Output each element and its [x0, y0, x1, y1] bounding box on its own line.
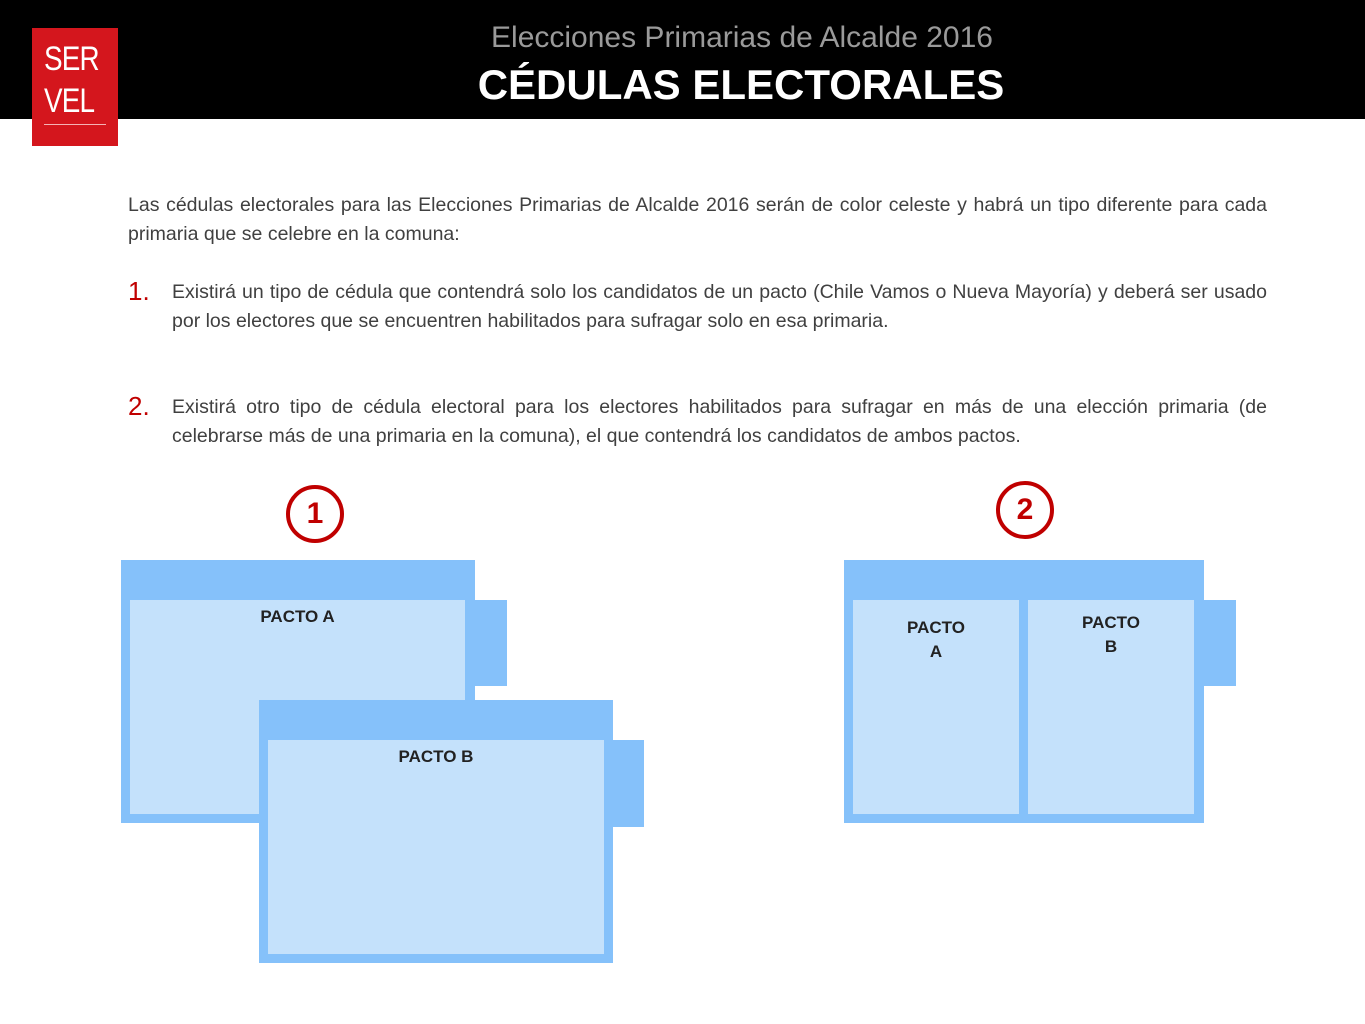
combined-pacto-b-label: [1028, 611, 1194, 659]
logo-rule: [44, 124, 106, 125]
ballot-pacto-a-label: PACTO A: [260, 607, 335, 626]
combined-pacto-a-line2: A: [929, 642, 943, 661]
page-title: CÉDULAS ELECTORALES: [477, 61, 1005, 108]
list-number-1: 1.: [128, 276, 150, 306]
combined-pacto-b-line1: PACTO: [1082, 613, 1140, 632]
list-item-2: [128, 393, 1267, 451]
page-subtitle: Elecciones Primarias de Alcalde 2016: [491, 21, 993, 54]
ballot-pacto-b-label: PACTO B: [398, 747, 474, 766]
list-text-2: Existirá otro tipo de cédula electoral para los electores habilitados para sufragar en más de una elección primaria (de celebrarse más de una primaria en la comuna), el que contendrá los candidatos de ambos pactos.: [172, 396, 1267, 447]
list-number-2: 2.: [128, 391, 150, 421]
combined-pacto-a-label: [853, 616, 1019, 664]
combined-pacto-a-line1: PACTO: [907, 618, 965, 637]
ballot-combined-tab: [1204, 600, 1236, 686]
badge-2: 2: [996, 481, 1054, 539]
servel-logo: [32, 28, 118, 146]
list-item-1: [128, 278, 1267, 336]
header-bar: [0, 0, 1365, 119]
ballot-pacto-b-panel: [268, 740, 604, 954]
badge-1: 1: [286, 485, 344, 543]
list-text-1: Existirá un tipo de cédula que contendrá solo los candidatos de un pacto (Chile Vamos o Nueva Mayoría) y deberá ser usado por los electores que se encuentren habilitados para sufragar solo en esa primaria.: [172, 281, 1267, 332]
ballot-pacto-a-tab: [475, 600, 507, 686]
ballot-pacto-b-tab: [613, 740, 644, 827]
logo-text-line2: VEL: [44, 82, 95, 120]
logo-text-line1: SER: [44, 40, 99, 78]
intro-paragraph: Las cédulas electorales para las Elecciones Primarias de Alcalde 2016 serán de color celeste y habrá un tipo diferente para cada primaria que se celebre en la comuna:: [128, 194, 1267, 245]
combined-pacto-b-line2: B: [1104, 637, 1118, 656]
